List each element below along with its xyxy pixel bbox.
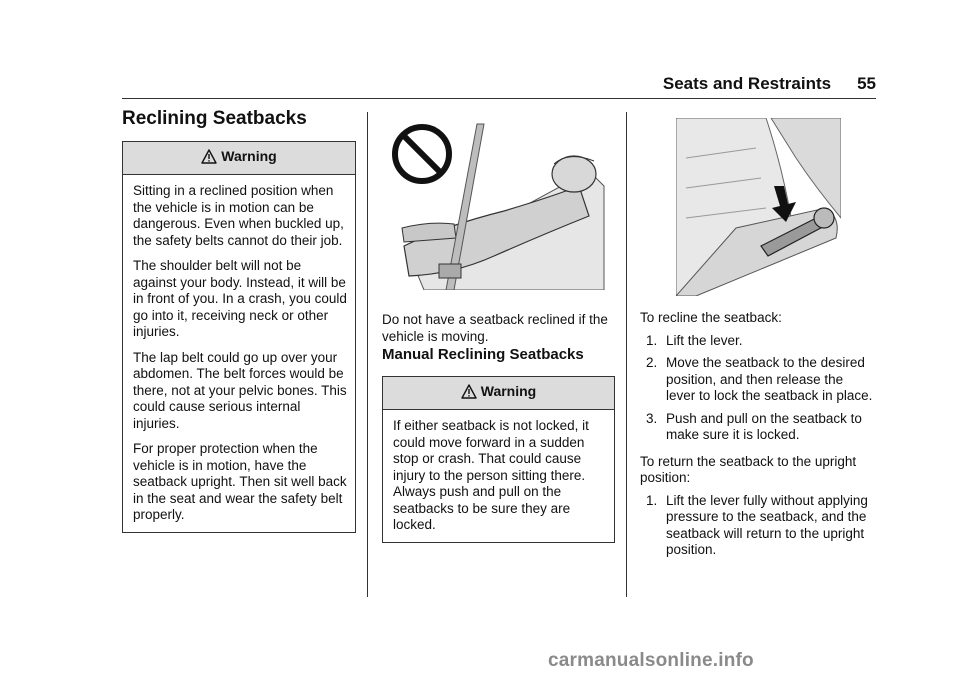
warning-label: Warning: [480, 383, 537, 399]
page-header: [122, 70, 876, 99]
running-head: [663, 74, 876, 94]
return-steps: [640, 493, 876, 559]
warning-paragraph: The lap belt could go up over your abdomen. The belt forces would be there, not at your pelvic bones. This could cause serious internal injuries.: [133, 349, 347, 431]
step-text: Move the seatback to the desired position, and then release the lever to lock the seatback in place.: [666, 355, 873, 403]
recline-steps: [640, 333, 876, 444]
illustration-caption: [382, 312, 608, 345]
section-title: Seats and Restraints: [662, 74, 832, 93]
column-divider-2: [626, 112, 627, 597]
step-number: 2.: [646, 355, 658, 370]
warning-paragraph: For proper protection when the vehicle is in motion, have the seatback upright. Then sit well back in the seat and wear the safety belt properly.: [133, 441, 347, 522]
column-divider-1: [367, 112, 368, 597]
step-number: 1.: [646, 332, 658, 348]
subsection-heading: Manual Reclining Seatbacks: [382, 346, 584, 363]
watermark: carmanualsonline.info: [548, 650, 754, 671]
warning-paragraph: The shoulder belt will not be against your body. Instead, it will be in front of you. In a crash, you could go into it, receiving neck or other injuries.: [133, 258, 347, 339]
warning-paragraph: Sitting in a reclined position when the vehicle is in motion can be dangerous. Even when buckled up, the safety belts cannot do their job.: [133, 183, 344, 248]
list-item: [640, 411, 876, 444]
seat-lever-illustration: [676, 118, 841, 296]
list-item: [640, 333, 876, 350]
return-intro: To return the seatback to the upright position:: [640, 453, 857, 485]
step-number: 1.: [646, 492, 658, 508]
step-number: 3.: [646, 410, 658, 426]
down-arrow-icon: [768, 184, 800, 229]
list-item: [640, 355, 876, 405]
warning-triangle-icon: [461, 384, 477, 402]
caption-text: Do not have a seatback reclined if the vehicle is moving.: [382, 312, 608, 344]
warning-triangle-icon: [201, 149, 217, 167]
page-number: 55: [857, 74, 876, 93]
warning-paragraph: If either seatback is not locked, it could move forward in a sudden stop or crash. That could cause injury to the person sitting there. Always push and pull on the seatbacks to be sure they are locked.: [393, 418, 589, 532]
warning-header: [383, 377, 614, 410]
recline-intro: To recline the seatback:: [640, 310, 782, 325]
reclined-passenger-illustration: [384, 116, 606, 290]
list-item: [640, 493, 876, 559]
step-text: Push and pull on the seatback to make sure it is locked.: [666, 410, 862, 442]
warning-body: [383, 410, 614, 542]
warning-box-left: [122, 141, 356, 533]
warning-label: Warning: [221, 148, 277, 164]
step-text: Lift the lever.: [666, 332, 743, 348]
section-heading: Reclining Seatbacks: [122, 108, 307, 129]
prohibition-icon: [390, 122, 454, 191]
warning-header: [123, 142, 355, 175]
warning-body: [123, 175, 355, 532]
step-text: Lift the lever fully without applying pressure to the seatback, and the seatback will return to the upright position.: [666, 492, 868, 557]
instructions: [640, 310, 876, 565]
warning-box-middle: [382, 376, 615, 543]
